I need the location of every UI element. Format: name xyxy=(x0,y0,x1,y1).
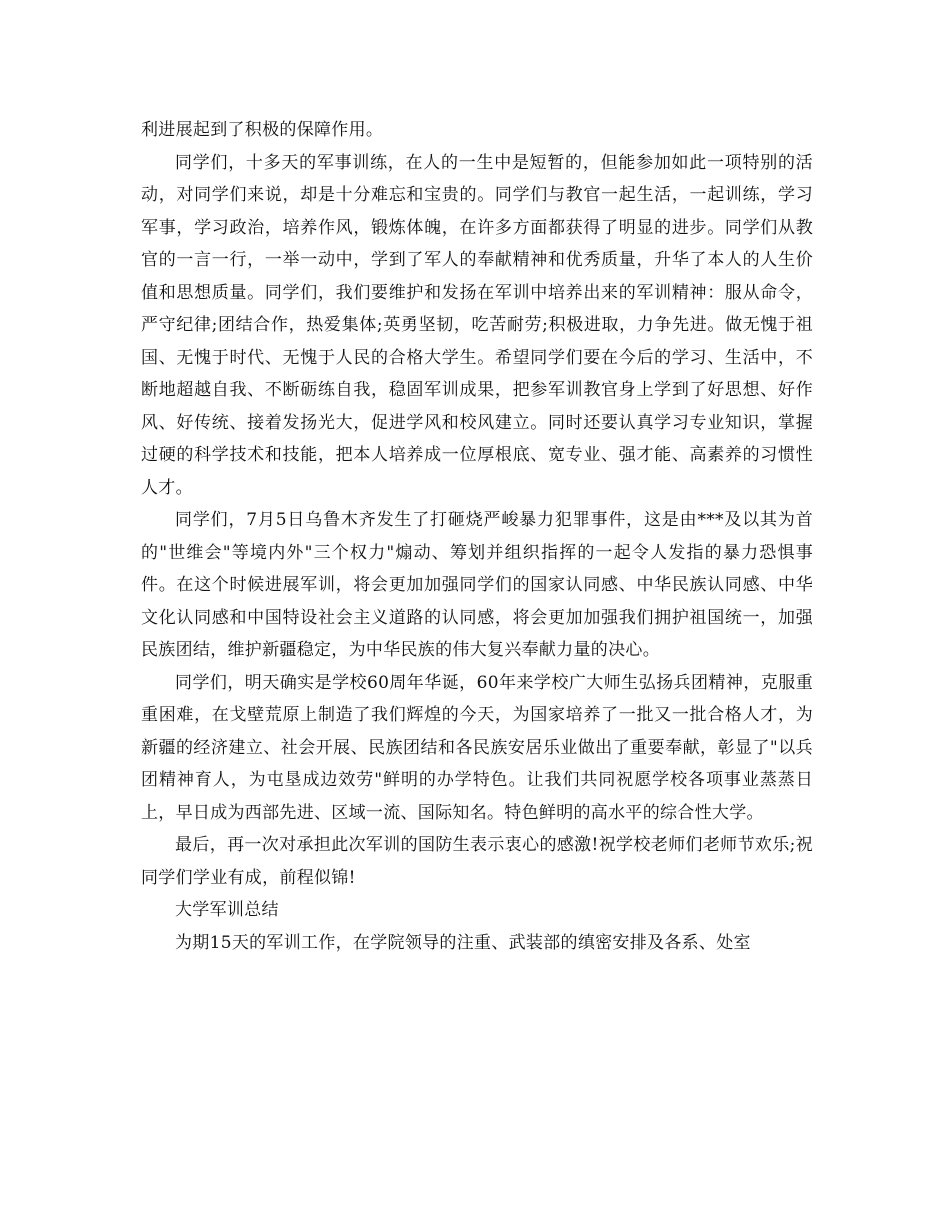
paragraph-closing-thanks: 最后，再一次对承担此次军训的国防生表示衷心的感激!祝学校老师们老师节欢乐;祝同学们学业有成，前程似锦! xyxy=(141,835,813,888)
paragraph-anniversary: 同学们，明天确实是学校60周年华诞，60年来学校广大师生弘扬兵团精神，克服重重困难，在戈壁荒原上制造了我们辉煌的今天，为国家培养了一批又一批合格人才，为新疆的经济建立、社会开展、民族团结和各民族安居乐业做出了重要奉献，彰显了"以兵团精神育人，为屯垦成边效劳"鲜明的办学特色。让我们共同祝愿学校各项事业蒸蒸日上，早日成为西部先进、区域一流、国际知名。特色鲜明的高水平的综合性大学。 xyxy=(141,672,813,823)
paragraph-continuation: 利进展起到了积极的保障作用。 xyxy=(141,120,384,140)
paragraph-july-fifth: 同学们，7月5日乌鲁木齐发生了打砸烧严峻暴力犯罪事件，这是由***及以其为首的"世维会"等境内外"三个权力"煽动、筹划并组织指挥的一起令人发指的暴力恐惧事件。在这个时候进展军训，将会更加加强同学们的国家认同感、中华民族认同感、中华文化认同感和中国特设社会主义道路的认同感，将会更加加强我们拥护祖国统一，加强民族团结，维护新疆稳定，为中华民族的伟大复兴奉献力量的决心。 xyxy=(141,510,813,660)
paragraph-military-training: 同学们，十多天的军事训练，在人的一生中是短暂的，但能参加如此一项特别的活动，对同学们来说，却是十分难忘和宝贵的。同学们与教官一起生活，一起训练，学习军事，学习政治，培养作风，锻炼体魄，在许多方面都获得了明显的进步。同学们从教官的一言一行，一举一动中，学到了军人的奉献精神和优秀质量，升华了本人的人生价值和思想质量。同学们，我们要维护和发扬在军训中培养出来的军训精神：服从命令，严守纪律;团结合作，热爱集体;英勇坚韧，吃苦耐劳;积极进取，力争先进。做无愧于祖国、无愧于时代、无愧于人民的合格大学生。希望同学们要在今后的学习、生活中，不断地超越自我、不断砺练自我，稳固军训成果，把参军训教官身上学到了好思想、好作风、好传统、接着发扬光大，促进学风和校风建立。同时还要认真学习专业知识，掌握过硬的科学技术和技能，把本人培养成一位厚根底、宽专业、强才能、高素养的习惯性人才。 xyxy=(141,152,813,498)
paragraph-summary-start: 为期15天的军训工作，在学院领导的注重、武装部的缜密安排及各系、处室 xyxy=(175,932,751,953)
document-body xyxy=(141,114,813,959)
section-heading: 大学军训总结 xyxy=(175,900,279,920)
